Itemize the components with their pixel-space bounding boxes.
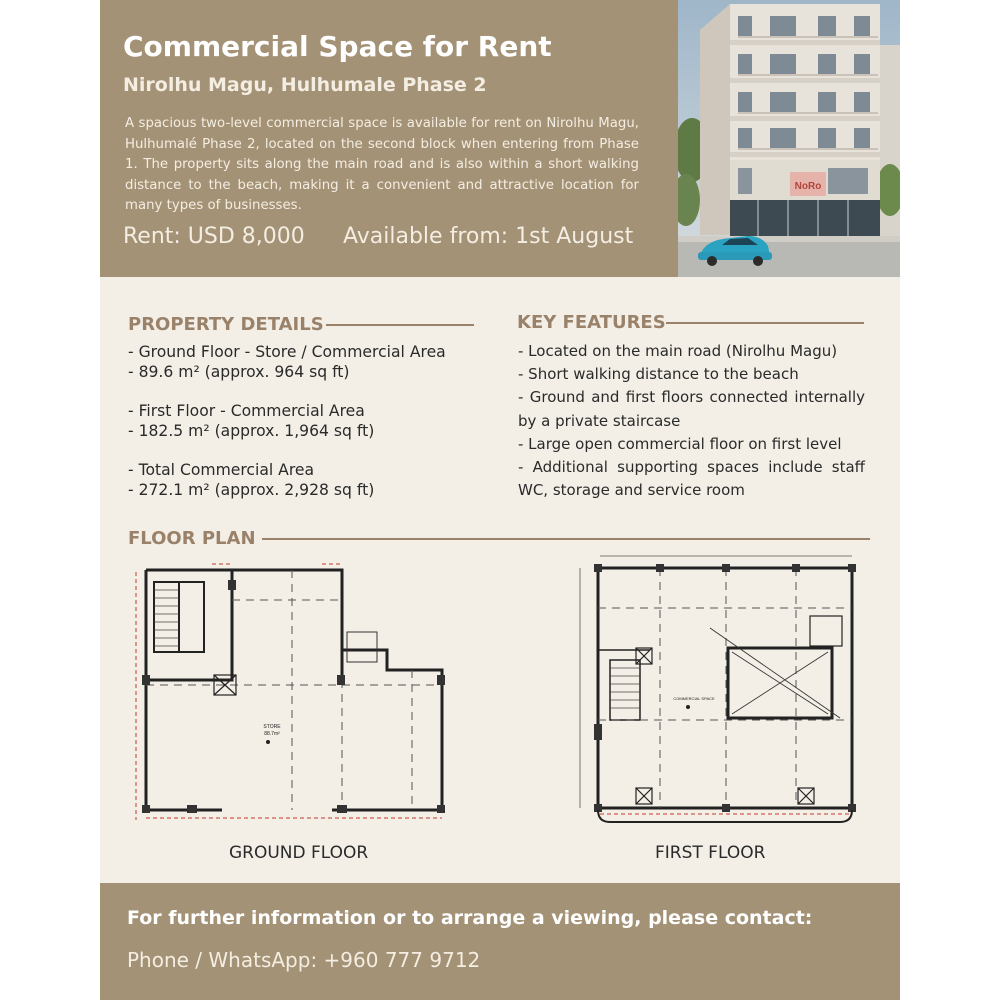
first-floor-label: FIRST FLOOR <box>655 843 766 863</box>
property-details-list <box>128 342 488 500</box>
key-features-list <box>518 340 865 502</box>
first-floor-plan <box>570 548 860 838</box>
property-description: A spacious two-level commercial space is available for rent on Nirolhu Magu, Hulhumalé Phase 2, located on the second block when entering from Phase 1. The property sits along the main road and is also within a short walking distance to the beach, making it a convenient and attractive location for many types of businesses. <box>125 116 639 213</box>
page-title: Commercial Space for Rent <box>123 30 552 63</box>
feature-item: - Additional supporting spaces include staff WC, storage and service room <box>518 458 865 500</box>
detail-line: - 89.6 m² (approx. 964 sq ft) <box>128 363 350 381</box>
key-features-rule <box>666 322 864 324</box>
ground-floor-label: GROUND FLOOR <box>229 843 369 863</box>
detail-line: - Ground Floor - Store / Commercial Area <box>128 343 446 361</box>
feature-item: - Large open commercial floor on first level <box>518 434 842 453</box>
detail-line: - First Floor - Commercial Area <box>128 402 365 420</box>
feature-item: - Ground and first floors connected internally by a private staircase <box>518 388 865 430</box>
floor-plan-rule <box>262 538 870 540</box>
first-room-label: COMMERCIAL SPACE <box>673 696 715 701</box>
detail-line: - Total Commercial Area <box>128 461 315 479</box>
ground-floor-plan <box>132 560 468 836</box>
feature-item: - Located on the main road (Nirolhu Magu) <box>518 342 838 360</box>
contact-phone[interactable]: Phone / WhatsApp: +960 777 9712 <box>127 948 481 972</box>
header-banner <box>100 0 900 277</box>
ground-room-area: 88.7m² <box>264 731 280 737</box>
flyer <box>100 0 900 1000</box>
detail-line: - 272.1 m² (approx. 2,928 sq ft) <box>128 481 375 499</box>
ground-room-label: STORE <box>263 724 281 730</box>
feature-item: - Short walking distance to the beach <box>518 365 799 384</box>
contact-footer <box>100 883 900 1000</box>
floor-plan-heading: FLOOR PLAN <box>128 528 256 549</box>
key-features-heading: KEY FEATURES <box>517 312 666 333</box>
building-photo <box>678 0 900 277</box>
shop-sign-text: NoRo <box>794 181 822 192</box>
rent-price: Rent: USD 8,000 <box>123 224 305 249</box>
property-details-rule <box>326 324 474 326</box>
property-details-heading: PROPERTY DETAILS <box>128 314 324 335</box>
availability-date: Available from: 1st August <box>343 224 634 249</box>
contact-heading: For further information or to arrange a viewing, please contact: <box>127 907 813 929</box>
location-subtitle: Nirolhu Magu, Hulhumale Phase 2 <box>123 74 487 96</box>
detail-line: - 182.5 m² (approx. 1,964 sq ft) <box>128 422 375 440</box>
